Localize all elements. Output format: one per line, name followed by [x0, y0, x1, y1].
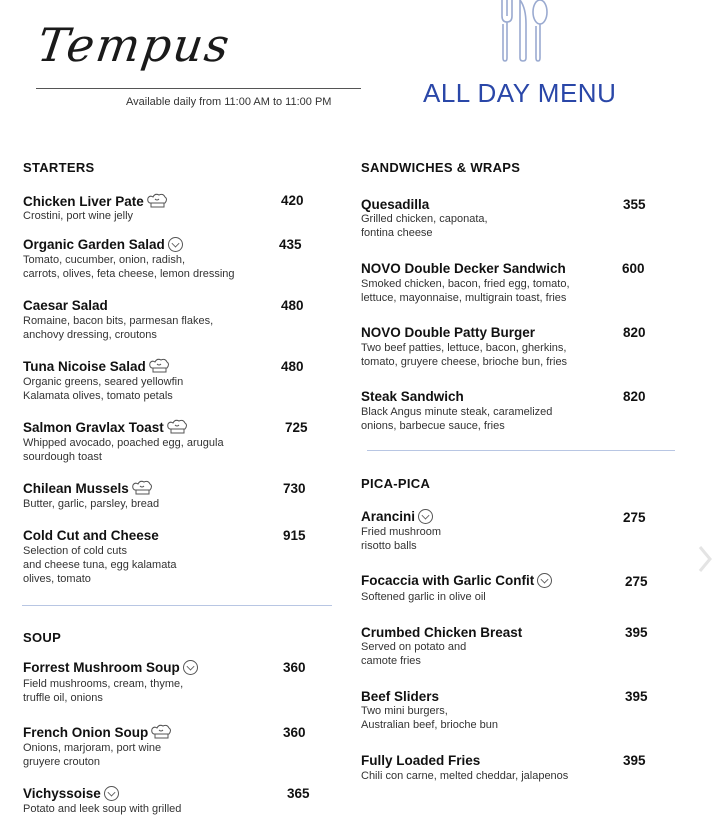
- menu-item-price: 420: [281, 193, 304, 208]
- menu-item-name: Salmon Gravlax Toast: [23, 419, 188, 435]
- menu-item-price: 820: [623, 389, 646, 404]
- section-divider: [367, 450, 675, 451]
- menu-item-price: 725: [285, 420, 308, 435]
- menu-item-price: 730: [283, 481, 306, 496]
- menu-item-description: Two beef patties, lettuce, bacon, gherkins, tomato, gruyere cheese, brioche bun, fries: [361, 342, 568, 368]
- chef-icon: [150, 724, 172, 740]
- menu-item-name: Chicken Liver Pate: [23, 193, 168, 209]
- vegetarian-icon: [183, 660, 198, 675]
- menu-item-name: Quesadilla: [361, 197, 430, 212]
- restaurant-logo: Tempus: [34, 18, 235, 72]
- menu-item-price: 480: [281, 359, 304, 374]
- section-title-pica-pica: PICA-PICA: [361, 476, 431, 491]
- chef-icon: [166, 419, 188, 435]
- menu-title: ALL DAY MENU: [423, 78, 617, 108]
- menu-item-name: Cold Cut and Cheese: [23, 528, 159, 543]
- vegetarian-icon: [168, 237, 183, 252]
- menu-item-name: Fully Loaded Fries: [361, 753, 481, 768]
- menu-item-price: 360: [283, 660, 306, 675]
- menu-item-description: Tomato, cucumber, onion, radish, carrots, olives, feta cheese, lemon dressing: [23, 254, 235, 280]
- fork-knife-spoon-icon: [496, 0, 550, 62]
- menu-item-description: Organic greens, seared yellowfin Kalamata olives, tomato petals: [23, 376, 184, 402]
- menu-item-name: French Onion Soup: [23, 724, 172, 740]
- section-title-starters: STARTERS: [23, 160, 95, 175]
- menu-item-name: Organic Garden Salad: [23, 237, 183, 252]
- menu-item-price: 360: [283, 725, 306, 740]
- menu-item-description: Black Angus minute steak, caramelized onions, barbecue sauce, fries: [361, 406, 553, 432]
- logo-divider: [36, 88, 361, 89]
- menu-item-price: 480: [281, 298, 304, 313]
- section-title-sandwiches: SANDWICHES & WRAPS: [361, 160, 521, 175]
- menu-item-name: NOVO Double Patty Burger: [361, 325, 536, 340]
- menu-item-name: Chilean Mussels: [23, 480, 153, 496]
- chef-icon: [146, 193, 168, 209]
- menu-item-price: 820: [623, 325, 646, 340]
- menu-item-description: Romaine, bacon bits, parmesan flakes, anchovy dressing, croutons: [23, 315, 214, 341]
- menu-item-name: Arancini: [361, 509, 433, 524]
- menu-item-description: Chili con carne, melted cheddar, jalapenos: [361, 770, 569, 782]
- chef-icon: [131, 480, 153, 496]
- next-page-arrow-icon[interactable]: [698, 545, 712, 573]
- section-divider: [22, 605, 332, 606]
- menu-item-name: Tuna Nicoise Salad: [23, 358, 170, 374]
- menu-item-name: Steak Sandwich: [361, 389, 464, 404]
- menu-item-description: Field mushrooms, cream, thyme, truffle oil, onions: [23, 678, 184, 704]
- menu-item-description: Onions, marjoram, port wine gruyere crouton: [23, 742, 162, 768]
- vegetarian-icon: [537, 573, 552, 588]
- menu-item-description: Whipped avocado, poached egg, arugula sourdough toast: [23, 437, 224, 463]
- menu-item-price: 915: [283, 528, 306, 543]
- menu-item-price: 600: [622, 261, 645, 276]
- menu-item-price: 435: [279, 237, 302, 252]
- menu-item-description: Smoked chicken, bacon, fried egg, tomato, lettuce, mayonnaise, multigrain toast, fries: [361, 278, 570, 304]
- menu-item-price: 395: [625, 625, 648, 640]
- menu-item-description: Potato and leek soup with grilled: [23, 803, 182, 815]
- menu-item-price: 275: [623, 510, 646, 525]
- menu-item-name: Focaccia with Garlic Confit: [361, 573, 552, 588]
- menu-item-name: Caesar Salad: [23, 298, 108, 313]
- menu-item-price: 275: [625, 574, 648, 589]
- menu-item-description: Fried mushroom risotto balls: [361, 526, 442, 552]
- menu-item-name: Vichyssoise: [23, 786, 119, 801]
- menu-item-price: 395: [623, 753, 646, 768]
- menu-item-description: Selection of cold cuts and cheese tuna, egg kalamata olives, tomato: [23, 545, 177, 585]
- menu-item-description: Grilled chicken, caponata, fontina cheese: [361, 213, 488, 239]
- menu-item-description: Butter, garlic, parsley, bread: [23, 498, 160, 510]
- menu-item-price: 355: [623, 197, 646, 212]
- menu-item-name: NOVO Double Decker Sandwich: [361, 261, 566, 276]
- menu-item-price: 365: [287, 786, 310, 801]
- menu-item-description: Softened garlic in olive oil: [361, 591, 486, 603]
- menu-item-name: Beef Sliders: [361, 689, 440, 704]
- menu-item-description: Crostini, port wine jelly: [23, 210, 134, 222]
- vegetarian-icon: [418, 509, 433, 524]
- section-title-soup: SOUP: [23, 630, 62, 645]
- menu-item-price: 395: [625, 689, 648, 704]
- menu-item-description: Served on potato and camote fries: [361, 641, 467, 667]
- chef-icon: [148, 358, 170, 374]
- availability-text: Available daily from 11:00 AM to 11:00 PM: [126, 96, 332, 108]
- menu-item-name: Crumbed Chicken Breast: [361, 625, 523, 640]
- menu-item-name: Forrest Mushroom Soup: [23, 660, 198, 675]
- menu-item-description: Two mini burgers, Australian beef, brioche bun: [361, 705, 498, 731]
- vegetarian-icon: [104, 786, 119, 801]
